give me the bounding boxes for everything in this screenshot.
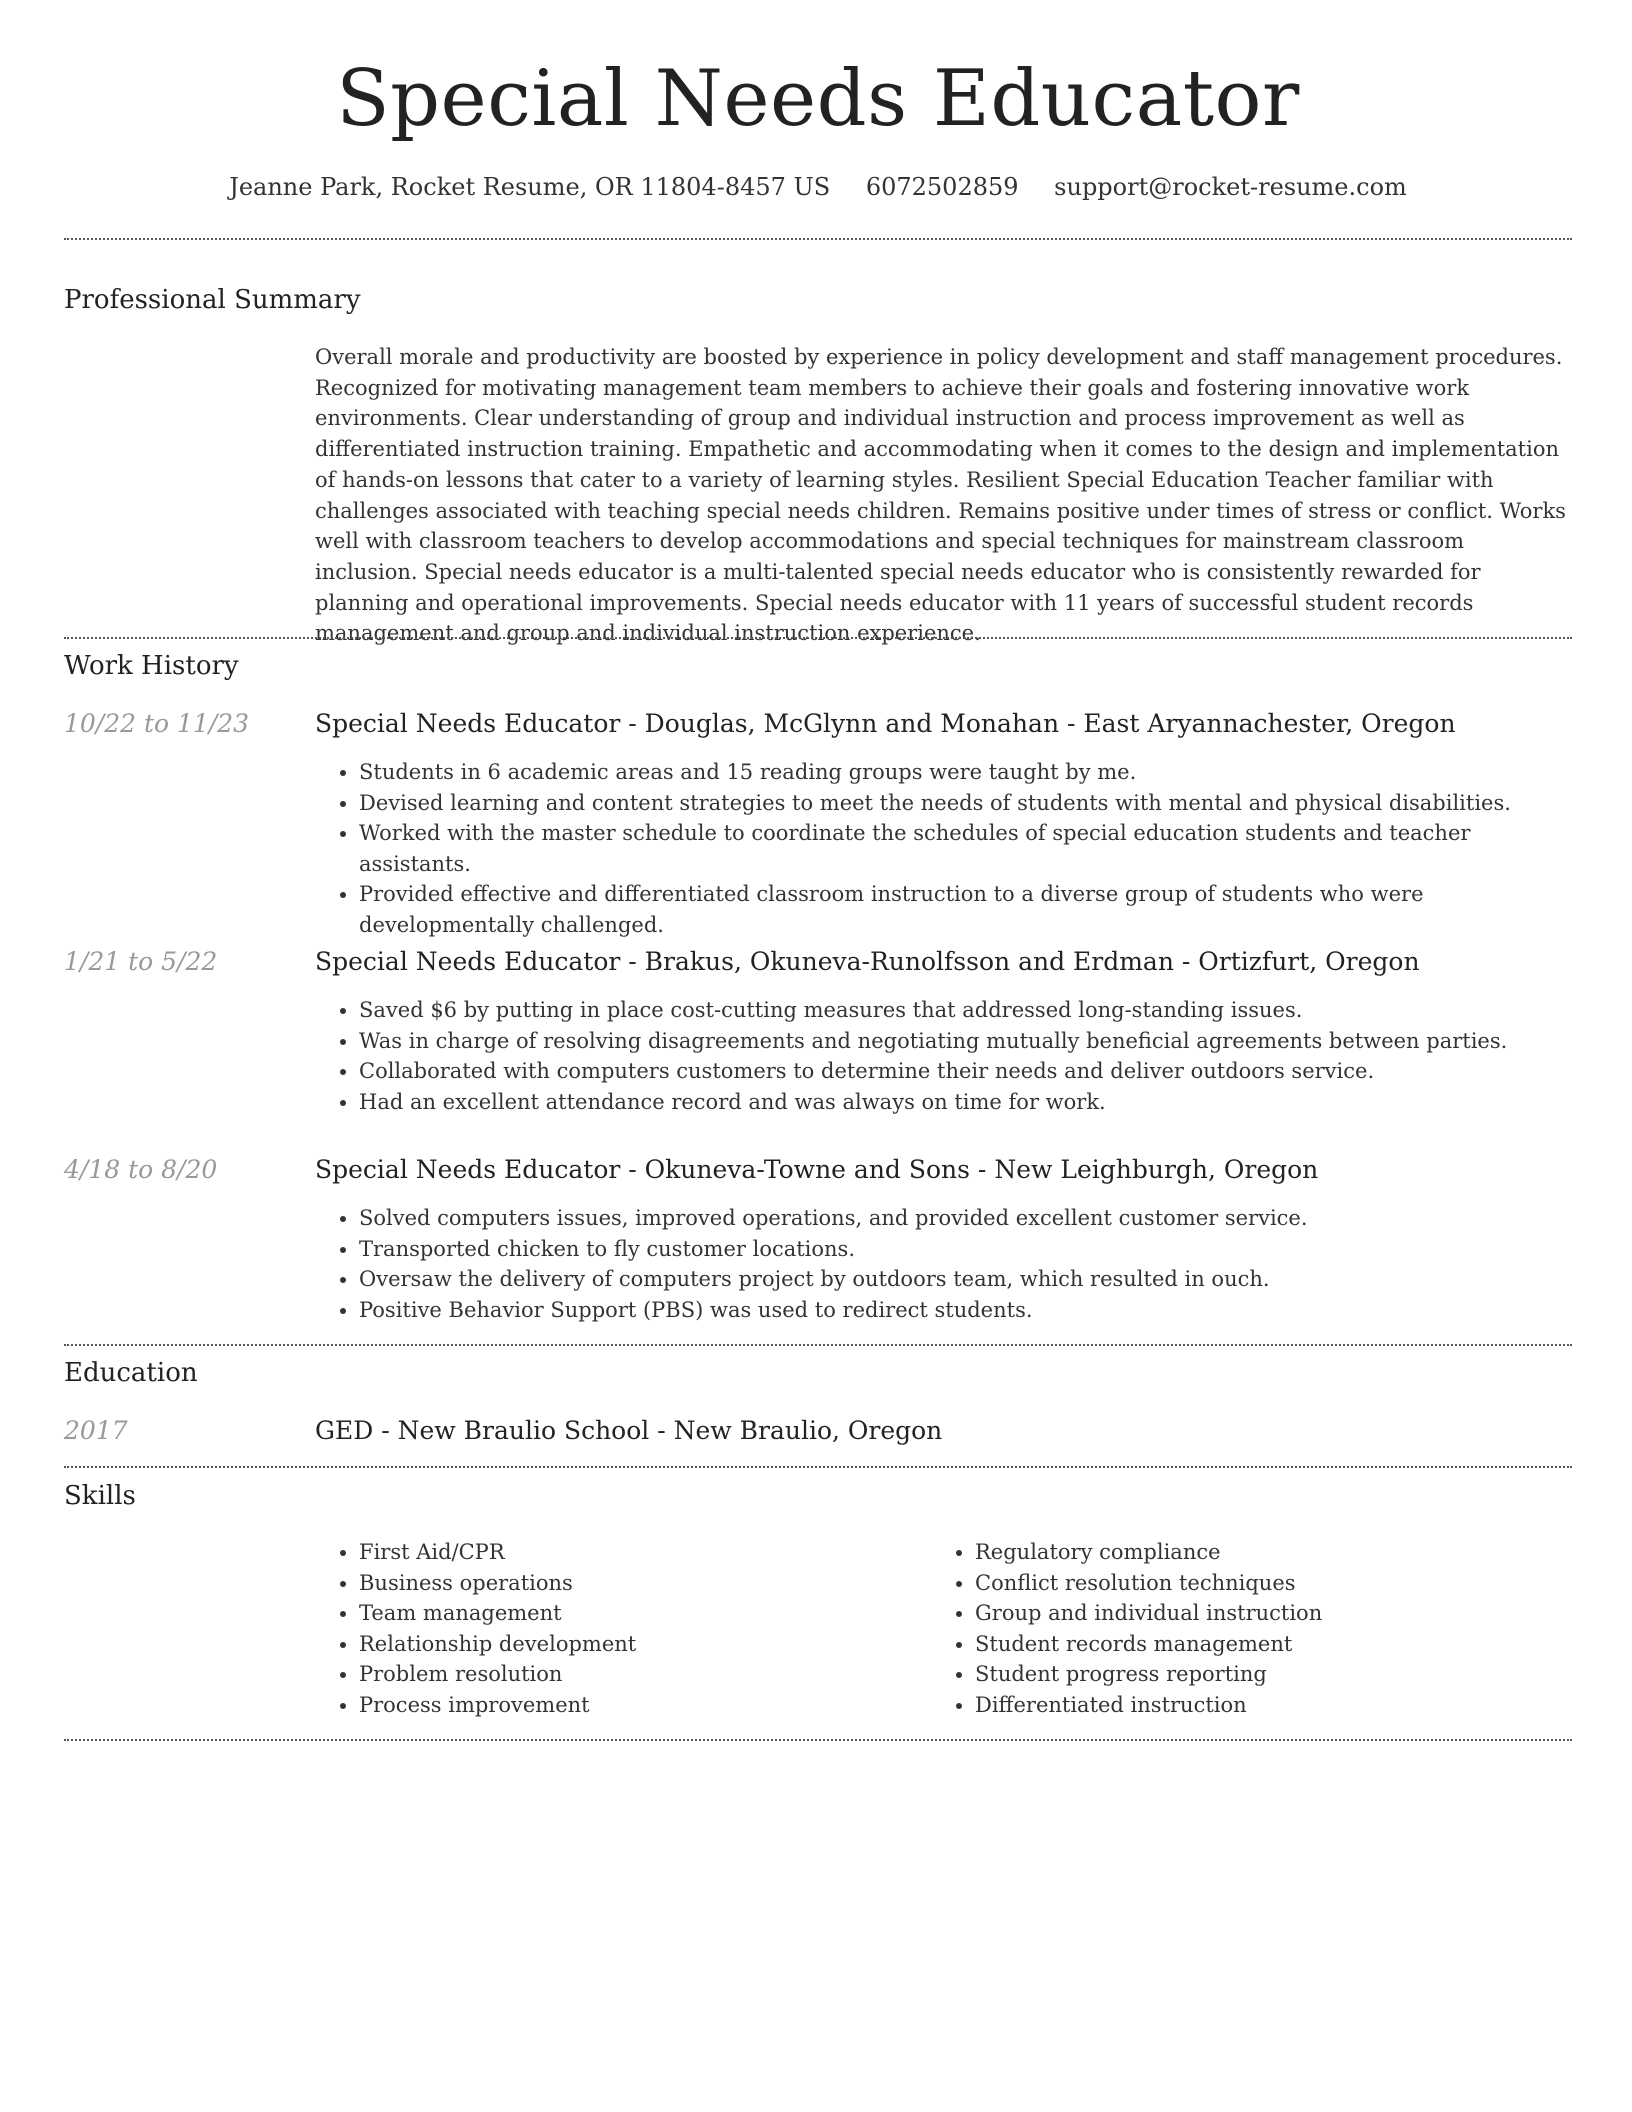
- skill-item: • Process improvement: [359, 1690, 959, 1721]
- contact-line: [64, 172, 1572, 202]
- job-bullets: [315, 995, 1572, 1117]
- work-history-section-title: Work History: [64, 651, 239, 681]
- list-item: • Devised learning and content strategies to meet the needs of students with mental and physical disabilities.: [359, 788, 1572, 819]
- skill-item: • Problem resolution: [359, 1659, 959, 1690]
- education-section-title: Education: [64, 1358, 198, 1388]
- contact-email: support@rocket-resume.com: [1054, 173, 1407, 201]
- list-item: • Students in 6 academic areas and 15 reading groups were taught by me.: [359, 757, 1572, 788]
- skill-item: • Regulatory compliance: [975, 1537, 1575, 1568]
- list-item: • Had an excellent attendance record and was always on time for work.: [359, 1087, 1572, 1118]
- education-heading: GED - New Braulio School - New Braulio, Oregon: [315, 1416, 943, 1445]
- job-dates: 1/21 to 5/22: [64, 947, 218, 976]
- list-item: • Positive Behavior Support (PBS) was used to redirect students.: [359, 1295, 1572, 1326]
- resume-page: [64, 0, 1572, 1717]
- skill-item: • Relationship development: [359, 1629, 959, 1660]
- divider: [64, 1739, 1572, 1741]
- job-heading: Special Needs Educator - Okuneva-Towne and Sons - New Leighburgh, Oregon: [315, 1155, 1319, 1184]
- contact-phone: 6072502859: [865, 173, 1019, 201]
- job-entry: [315, 946, 1572, 1117]
- job-dates: 4/18 to 8/20: [64, 1155, 218, 1184]
- list-item: • Solved computers issues, improved operations, and provided excellent customer service.: [359, 1203, 1572, 1234]
- divider: [64, 238, 1572, 240]
- contact-address: Jeanne Park, Rocket Resume, OR 11804-8457 US: [229, 173, 831, 201]
- resume-name: Special Needs Educator: [336, 54, 1300, 144]
- education-year: 2017: [64, 1416, 128, 1445]
- divider: [64, 637, 1572, 639]
- skill-item: • First Aid/CPR: [359, 1537, 959, 1568]
- job-entry: [315, 1154, 1572, 1325]
- skill-item: • Conflict resolution techniques: [975, 1568, 1575, 1599]
- job-heading: Special Needs Educator - Brakus, Okuneva-Runolfsson and Erdman - Ortizfurt, Oregon: [315, 947, 1420, 976]
- skill-item: • Differentiated instruction: [975, 1690, 1575, 1721]
- skill-item: • Group and individual instruction: [975, 1598, 1575, 1629]
- list-item: • Saved $6 by putting in place cost-cutting measures that addressed long-standing issues.: [359, 995, 1572, 1026]
- divider: [64, 1466, 1572, 1468]
- skill-item: • Student records management: [975, 1629, 1575, 1660]
- skill-item: • Student progress reporting: [975, 1659, 1575, 1690]
- list-item: • Was in charge of resolving disagreements and negotiating mutually beneficial agreements between parties.: [359, 1026, 1572, 1057]
- skill-item: • Team management: [359, 1598, 959, 1629]
- job-heading: Special Needs Educator - Douglas, McGlynn and Monahan - East Aryannachester, Oregon: [315, 709, 1456, 738]
- summary-section-title: Professional Summary: [64, 285, 361, 315]
- skills-list-right: [931, 1537, 1575, 1720]
- skill-item: • Business operations: [359, 1568, 959, 1599]
- list-item: • Transported chicken to fly customer locations.: [359, 1234, 1572, 1265]
- list-item: • Oversaw the delivery of computers project by outdoors team, which resulted in ouch.: [359, 1264, 1572, 1295]
- list-item: • Collaborated with computers customers to determine their needs and deliver outdoors service.: [359, 1056, 1572, 1087]
- job-dates: 10/22 to 11/23: [64, 709, 250, 738]
- list-item: • Provided effective and differentiated classroom instruction to a diverse group of students who were developmentally challenged.: [359, 879, 1572, 940]
- list-item: • Worked with the master schedule to coordinate the schedules of special education students and teacher assistants.: [359, 818, 1572, 879]
- job-bullets: [315, 1203, 1572, 1325]
- job-bullets: [315, 757, 1572, 940]
- skills-section-title: Skills: [64, 1481, 136, 1511]
- summary-text: Overall morale and productivity are boosted by experience in policy development and staff management procedures. Recognized for motivating management team members to achieve their goals and fostering innovative work environments. Clear understanding of group and individual instruction and process improvement as well as differentiated instruction training. Empathetic and accommodating when it comes to the design and implementation of hands-on lessons that cater to a variety of learning styles. Resilient Special Education Teacher familiar with challenges associated with teaching special needs children. Remains positive under times of stress or conflict. Works well with classroom teachers to develop accommodations and special techniques for mainstream classroom inclusion. Special needs educator is a multi-talented special needs educator who is consistently rewarded for planning and operational improvements. Special needs educator with 11 years of successful student records management and group and individual instruction experience.: [315, 345, 1566, 646]
- job-entry: [315, 708, 1572, 940]
- skills-list-left: [315, 1537, 959, 1720]
- divider: [64, 1344, 1572, 1346]
